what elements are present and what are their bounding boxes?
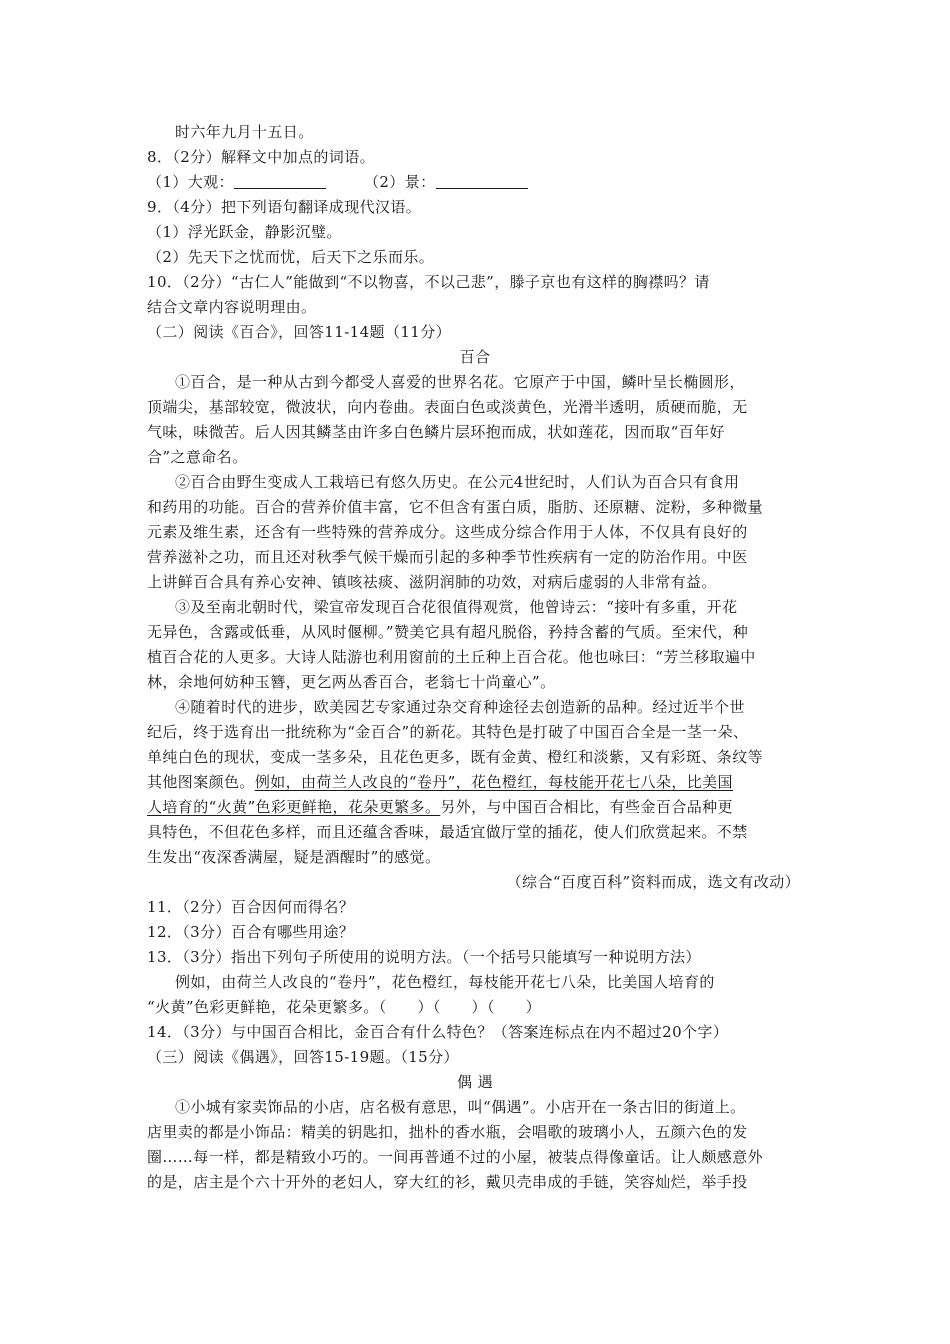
article-title-ouyu: 偶 遇 — [457, 1073, 493, 1091]
paragraph-line: 元素及维生素，还含有一些特殊的营养成分。这些成分综合作用于人体，不仅具有良好的 — [147, 523, 748, 541]
section-2-heading: （二）阅读《百合》，回答11-14题（11分） — [147, 323, 452, 341]
paragraph-line: 合”之意命名。 — [147, 448, 248, 466]
paragraph-line: 具特色，不但花色多样，而且还蕴含香味，最适宜做厅堂的插花，使人们欣赏起来。不禁 — [147, 823, 748, 841]
question-9-item-2: （2）先天下之忧而忧，后天下之乐而乐。 — [147, 248, 435, 266]
paragraph-line: ③及至南北朝时代，梁宣帝发现百合花很值得观赏，他曾诗云：“接叶有多重，开花 — [175, 598, 738, 616]
underlined-sentence: 例如，由荷兰人改良的“卷丹”，花色橙红，每枝能开花七八朵，比美国 — [254, 773, 733, 791]
question-9: 9．（4分）把下列语句翻译成现代汉语。 — [147, 198, 422, 216]
paragraph-line: 营养滋补之功，而且还对秋季气候干燥而引起的多种季节性疾病有一定的防治作用。中医 — [147, 548, 748, 566]
question-11: 11．（2分）百合因何而得名？ — [147, 898, 355, 916]
question-10: 10．（2分）“古仁人”能做到“不以物喜，不以己悲”，滕子京也有这样的胸襟吗？请 — [147, 273, 710, 291]
paragraph-line: 无异色，含露或低垂，从风时偃柳。”赞美它具有超凡脱俗，矜持含蓄的气质。至宋代，种 — [147, 623, 749, 641]
paragraph-line: 圈……每一样，都是精致小巧的。一间再普通不过的小屋，被装点得像童话。让人颇感意外 — [147, 1148, 764, 1166]
question-10-cont: 结合文章内容说明理由。 — [147, 298, 317, 316]
paragraph-line: 纪后，终于选育出一批统称为“金百合”的新花。其特色是打破了中国百合全是一茎一朵、 — [147, 723, 749, 741]
question-13: 13．（3分）指出下列句子所使用的说明方法。（一个括号只能填写一种说明方法） — [147, 948, 701, 966]
paragraph-line: 植百合花的人更多。大诗人陆游也利用窗前的土丘种上百合花。他也咏曰：“芳兰移取遍中 — [147, 648, 756, 666]
plain-text: 其他图案颜色。 — [147, 773, 255, 791]
question-13-sentence: 例如，由荷兰人改良的“卷丹”，花色橙红，每枝能开花七八朵，比美国人培育的 — [175, 973, 715, 991]
paragraph-line: ①百合，是一种从古到今都受人喜爱的世界名花。它原产于中国，鳞叶呈长椭圆形， — [175, 373, 745, 391]
source-note: （综合“百度百科”资料而成，选文有改动） — [506, 873, 800, 891]
underlined-sentence: 人培育的“火黄”色彩更鲜艳，花朵更繁多。 — [147, 798, 441, 816]
blank-label-2: （2）景： — [363, 173, 436, 191]
paragraph-line — [147, 772, 733, 792]
paragraph-line: 林，余地何妨种玉簪，更乞两丛香百合，老翁七十尚童心”。 — [147, 673, 556, 691]
question-13-blanks: “火黄”色彩更鲜艳，花朵更繁多。（ ）（ ）（ ） — [147, 998, 542, 1016]
question-14: 14．（3分）与中国百合相比，金百合有什么特色？（答案连标点在内不超过20个字） — [147, 1023, 729, 1041]
paragraph-line: 店里卖的都是小饰品：精美的钥匙扣，拙朴的香水瓶，会唱歌的玻璃小人，五颜六色的发 — [147, 1123, 748, 1141]
question-8-blanks — [147, 172, 528, 192]
answer-blank-2 — [436, 174, 528, 189]
paragraph-line: 生发出“夜深香满屋，疑是酒醒时”的感觉。 — [147, 848, 441, 866]
section-3-heading: （三）阅读《偶遇》，回答15-19题。（15分） — [147, 1048, 459, 1066]
paragraph-line: ②百合由野生变成人工栽培已有悠久历史。在公元4世纪时，人们认为百合只有食用 — [175, 473, 740, 491]
text-line: 时六年九月十五日。 — [175, 123, 314, 141]
paragraph-line: 和药用的功能。百合的营养价值丰富，它不但含有蛋白质，脂肪、还原糖、淀粉，多种微量 — [147, 498, 764, 516]
paragraph-line: 上讲鲜百合具有养心安神、镇咳祛痰、滋阴润肺的功效，对病后虚弱的人非常有益。 — [147, 573, 717, 591]
plain-text: 另外，与中国百合相比，有些金百合品种更 — [440, 798, 733, 816]
paragraph-line: 气味，味微苦。后人因其鳞茎由许多白色鳞片层环抱而成，状如莲花，因而取“百年好 — [147, 423, 725, 441]
article-title-baihe: 百合 — [459, 348, 491, 366]
paragraph-line: 顶端尖，基部较宽，微波状，向内卷曲。表面白色或淡黄色，光滑半透明，质硬而脆，无 — [147, 398, 748, 416]
question-9-item-1: （1）浮光跃金，静影沉璧。 — [147, 223, 342, 241]
question-8: 8．（2分）解释文中加点的词语。 — [147, 148, 375, 166]
question-12: 12．（3分）百合有哪些用途？ — [147, 923, 355, 941]
paragraph-line — [147, 797, 733, 817]
paragraph-line: 单纯白色的现状，变成一茎多朵，且花色更多，既有金黄、橙红和淡紫，又有彩斑、条纹等 — [147, 748, 764, 766]
blank-label-1: （1）大观： — [147, 173, 234, 191]
paragraph-line: ①小城有家卖饰品的小店，店名极有意思，叫“偶遇”。小店开在一条古旧的街道上。 — [175, 1098, 746, 1116]
answer-blank-1 — [234, 174, 326, 189]
paragraph-line: ④随着时代的进步，欧美园艺专家通过杂交育种途径去创造新的品种。经过近半个世 — [175, 698, 745, 716]
paragraph-line: 的是，店主是个六十开外的老妇人，穿大红的衫，戴贝壳串成的手链，笑容灿烂，举手投 — [147, 1173, 748, 1191]
